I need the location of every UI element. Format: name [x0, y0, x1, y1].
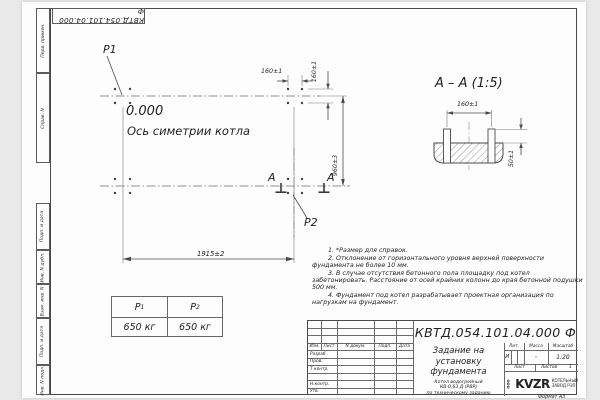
dim-text-160-section: 160±1 [457, 101, 479, 108]
section-cut-marks [276, 183, 330, 192]
scale-value: 1:20 [556, 353, 570, 361]
grid-line [308, 373, 413, 374]
margin-label: Взам. инв. N [40, 286, 46, 316]
sig-header-ndokum: N докум. [345, 344, 366, 349]
elevation-mark: 0.000 [126, 104, 164, 119]
scale-label: Масштаб [552, 344, 574, 349]
sheet-label: Лист [514, 365, 525, 370]
sig-header-podp: Подп. [378, 344, 392, 349]
sig-row-tkontr: Т.контр. [310, 366, 329, 372]
mass-label: Масса [529, 344, 543, 349]
load-table-value-p2: 650 кг [179, 321, 211, 333]
dim-text-960: 960±3 [332, 154, 340, 176]
load-point-p2-label: P2 [304, 216, 318, 229]
section-letter-left: А [268, 171, 276, 184]
sig-row-razrab: Разраб. [310, 351, 327, 357]
sig-row-utv: Утв. [310, 389, 320, 394]
company-name [552, 379, 578, 389]
note-1: 1. *Размер для справок. [328, 247, 408, 254]
sig-header-list: Лист [323, 344, 335, 349]
company-prefix: ООО [506, 378, 511, 389]
lit-label: Лит. [509, 344, 519, 349]
subtitle-line-2: КВ-0,63 Д (РВР) [439, 385, 478, 391]
load-table-header-p2 [168, 297, 222, 317]
dim-text-50-section: 50±1 [508, 149, 516, 167]
company-name-line-2: ЗАВОД РЭП [551, 382, 576, 388]
sig-header-izm: Изм. [309, 344, 320, 349]
sig-header-data: Дата [398, 344, 411, 349]
grid-line [308, 388, 413, 389]
subtitle-line-1: Котел водогрейный [434, 380, 483, 386]
load-point-p1-label: P1 [103, 43, 117, 56]
note-3: 3. В случае отсутствия бетонного пола площадку под котел забетонировать. Расстояние от осей крайних колонн до края бетонной подушки 500 мм. [312, 270, 583, 292]
load-table-value-p1: 650 кг [123, 321, 156, 333]
p2-base: P [190, 301, 196, 313]
title-line-3: фундамента [430, 367, 487, 378]
sig-row-prov: Пров. [310, 359, 323, 364]
grid-line [308, 335, 413, 336]
note-2: 2. Отклонение от горизонтального уровня верхней поверхности фундамента не более 10 мм. [312, 255, 544, 270]
dim-text-160-top: 160±1 [261, 68, 283, 75]
margin-label: Перв. примен. [40, 23, 46, 58]
dim-text-160-right: 160±1 [311, 60, 319, 82]
anchor-bolt-left [444, 129, 451, 163]
title-line-1: Задание на [432, 346, 485, 357]
grid-line [511, 350, 512, 364]
anchor-bolt-right [488, 129, 495, 163]
mass-value: - [535, 354, 537, 360]
grid-line [308, 328, 413, 329]
load-table [111, 296, 223, 337]
sheets-label: Листов [540, 365, 558, 370]
margin-label: Инв. N подл. [40, 364, 46, 396]
sheets-value: 1 [569, 365, 572, 370]
format-note: Формат А3 [538, 395, 566, 400]
p1-sub: 1 [140, 303, 145, 311]
p1-base: P [134, 301, 141, 313]
margin-label: Подп. и дата [40, 325, 46, 358]
margin-label: Подп. и дата [40, 210, 46, 243]
doc-number: КВТД.054.101.04.000 Ф [414, 324, 577, 340]
sig-row-nkontr: Н.контр. [310, 381, 330, 387]
company-cell [504, 371, 578, 396]
rotated-doc-number-text: КВТД.054.101.04.000 Ф [58, 7, 144, 25]
load-table-header-p1 [112, 297, 167, 317]
grid-line [308, 358, 413, 359]
drawing-title [413, 345, 504, 379]
drawing-subtitle [413, 380, 504, 396]
margin-label: Инв. N дубл. [40, 251, 46, 283]
company-name-line-1: КОТЕЛЬНЫЙ [551, 377, 578, 383]
axis-caption: Ось симетрии котла [127, 124, 251, 138]
title-block [307, 320, 577, 395]
company-logo: KVZR [515, 376, 550, 391]
p2-sub: 2 [195, 303, 200, 311]
grid-line [517, 350, 518, 364]
note-4: 4. Фундамент под котел разрабатывает проектная организация по нагрузкам на фундамент. [312, 292, 554, 307]
section-title: А – А (1:5) [435, 76, 503, 91]
margin-label: Справ. N [40, 107, 46, 129]
subtitle-line-3: по техническому заданию [426, 390, 491, 396]
technical-notes [312, 247, 584, 307]
lit-value: И [505, 354, 510, 360]
dim-text-1915: 1915±2 [197, 250, 225, 258]
section-letter-right: А [327, 171, 335, 184]
title-line-2: установку [435, 356, 482, 367]
